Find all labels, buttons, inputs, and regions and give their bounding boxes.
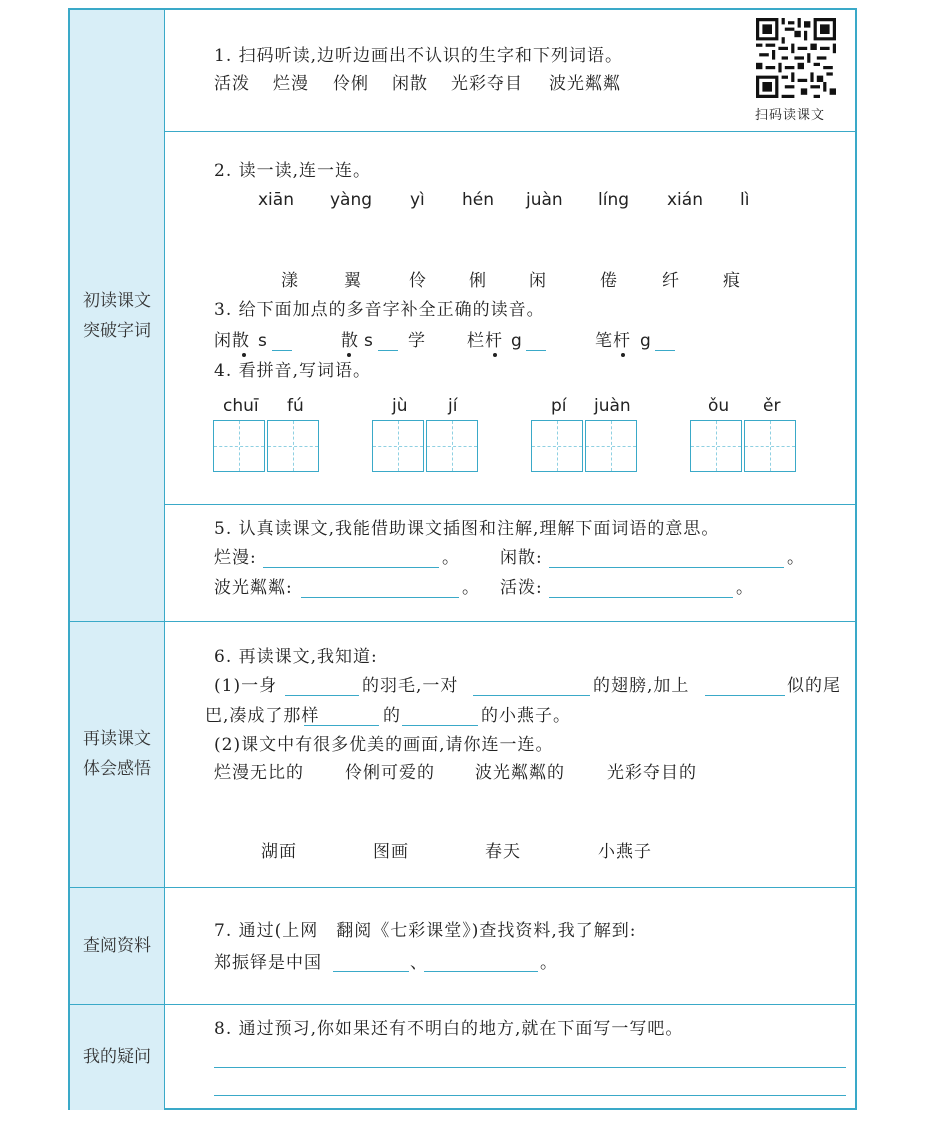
qr-code-icon[interactable] [756,18,836,98]
q2-pinyin: yàng [330,190,373,210]
q3-initial: s [364,331,373,351]
sidebar-label: 再读课文 体会感悟 [83,729,151,779]
q2-char: 闲 [529,271,547,291]
q7-text: 郑振铎是中国 [214,953,322,973]
q6-text: 的 [383,706,401,726]
q3-initial: g [640,331,651,351]
q6-text: 的小燕子。 [481,706,571,726]
q5-answer-line[interactable] [263,567,439,568]
q3-word-suffix: 学 [408,331,426,351]
q2-pinyin: juàn [526,190,563,210]
section-divider [70,1004,855,1005]
q6-text: 的羽毛,一对 [362,676,459,696]
q2-char: 倦 [600,271,618,291]
q1-word: 烂漫 [273,74,309,94]
section-divider [70,621,855,622]
q4-prompt: 4. 看拼音,写词语。 [214,361,372,381]
q2-pinyin: hén [462,190,495,210]
q6-answer-blank[interactable] [473,695,590,696]
row-divider [165,504,855,505]
writing-box[interactable] [372,420,424,472]
q2-prompt: 2. 读一读,连一连。 [214,161,372,181]
q1-word: 光彩夺目 [451,74,523,94]
q3-answer-blank[interactable] [272,350,292,351]
q2-pinyin: lì [740,190,750,210]
q6-text: 的翅膀,加上 [593,676,690,696]
q1-word: 伶俐 [333,74,369,94]
q6-answer-blank[interactable] [402,725,478,726]
q5-term: 烂漫: [214,548,257,568]
q2-pinyin: xiān [258,190,294,210]
q2-char: 伶 [409,271,427,291]
q2-char: 翼 [344,271,362,291]
q3-word: 栏杆 [467,331,503,351]
q6-match-bottom: 小燕子 [598,842,652,862]
q6-answer-blank[interactable] [705,695,785,696]
q7-separator: 、 [410,953,428,973]
q1-prompt: 1. 扫码听读,边听边画出不认识的生字和下列词语。 [214,46,624,66]
q6-answer-blank[interactable] [285,695,359,696]
writing-box[interactable] [585,420,637,472]
q4-pinyin: jí [448,396,458,416]
sidebar-cell-first-reading [70,10,165,621]
q7-prompt: 7. 通过(上网 翻阅《七彩课堂》)查找资料,我了解到: [214,921,637,941]
writing-box[interactable] [267,420,319,472]
q6-prompt: 6. 再读课文,我知道: [214,647,378,667]
q1-word: 闲散 [392,74,428,94]
period: 。 [540,953,558,973]
q3-word: 笔杆 [595,331,631,351]
q3-word: 闲散 [214,331,250,351]
q4-pinyin: juàn [594,396,631,416]
q3-initial: g [511,331,522,351]
writing-box[interactable] [690,420,742,472]
q5-answer-line[interactable] [549,597,733,598]
q4-pinyin: jù [392,396,408,416]
worksheet [68,8,857,1110]
q5-term: 闲散: [500,548,543,568]
period: 。 [787,548,805,568]
q2-pinyin: xián [667,190,703,210]
q7-answer-blank[interactable] [333,971,409,972]
q6-match-bottom: 春天 [485,842,521,862]
q2-pinyin: yì [410,190,425,210]
sidebar-label: 初读课文 突破字词 [83,290,151,341]
period: 。 [442,548,460,568]
q7-answer-blank[interactable] [424,971,538,972]
q6-answer-blank[interactable] [304,725,379,726]
q4-pinyin: ǒu [708,396,730,416]
section-divider [70,887,855,888]
q4-pinyin: chuī [223,396,259,416]
q5-term: 波光粼粼: [214,578,293,598]
q2-char: 痕 [723,271,741,291]
q3-answer-blank[interactable] [655,350,675,351]
sidebar-cell-questions [70,1004,165,1110]
q3-answer-blank[interactable] [378,350,398,351]
sidebar-label: 查阅资料 [83,935,151,956]
writing-box[interactable] [213,420,265,472]
emphasis-dot [493,353,497,357]
q6-match-bottom: 湖面 [261,842,297,862]
q8-answer-line[interactable] [214,1067,846,1068]
q4-pinyin: pí [551,396,567,416]
q2-char: 漾 [281,271,299,291]
q6-match-top: 伶俐可爱的 [345,763,435,783]
period: 。 [462,578,480,598]
writing-box[interactable] [426,420,478,472]
q6-match-top: 波光粼粼的 [475,763,565,783]
q5-prompt: 5. 认真读课文,我能借助课文插图和注解,理解下面词语的意思。 [214,519,720,539]
writing-box[interactable] [531,420,583,472]
q6-text: (1)一身 [214,676,278,696]
qr-caption: 扫码读课文 [755,108,826,123]
q3-answer-blank[interactable] [526,350,546,351]
q1-word: 活泼 [214,74,250,94]
q8-prompt: 8. 通过预习,你如果还有不明白的地方,就在下面写一写吧。 [214,1019,684,1039]
q6-text: 似的尾 [787,676,841,696]
q6-match-bottom: 图画 [373,842,409,862]
emphasis-dot [621,353,625,357]
q8-answer-line[interactable] [214,1095,846,1096]
q3-initial: s [258,331,267,351]
q5-term: 活泼: [500,578,543,598]
q6-match-top: 烂漫无比的 [214,763,304,783]
q6-text: 巴,凑成了那样 [205,706,320,726]
sidebar-label: 我的疑问 [83,1047,151,1067]
writing-box[interactable] [744,420,796,472]
q5-answer-line[interactable] [549,567,784,568]
period: 。 [736,578,754,598]
q2-char: 俐 [469,271,487,291]
emphasis-dot [347,353,351,357]
q3-prompt: 3. 给下面加点的多音字补全正确的读音。 [214,300,545,320]
q2-char: 纤 [662,271,680,291]
q6-sub-prompt: (2)课文中有很多优美的画面,请你连一连。 [214,735,554,755]
q4-pinyin: ěr [763,396,781,416]
row-divider [165,131,855,132]
q5-answer-line[interactable] [301,597,459,598]
q1-word: 波光粼粼 [549,74,621,94]
sidebar-cell-research [70,887,165,1004]
q4-pinyin: fú [287,396,304,416]
sidebar-cell-second-reading [70,621,165,887]
q2-pinyin: líng [598,190,630,210]
q3-word: 散 [341,331,359,351]
emphasis-dot [242,353,246,357]
q6-match-top: 光彩夺目的 [607,763,697,783]
